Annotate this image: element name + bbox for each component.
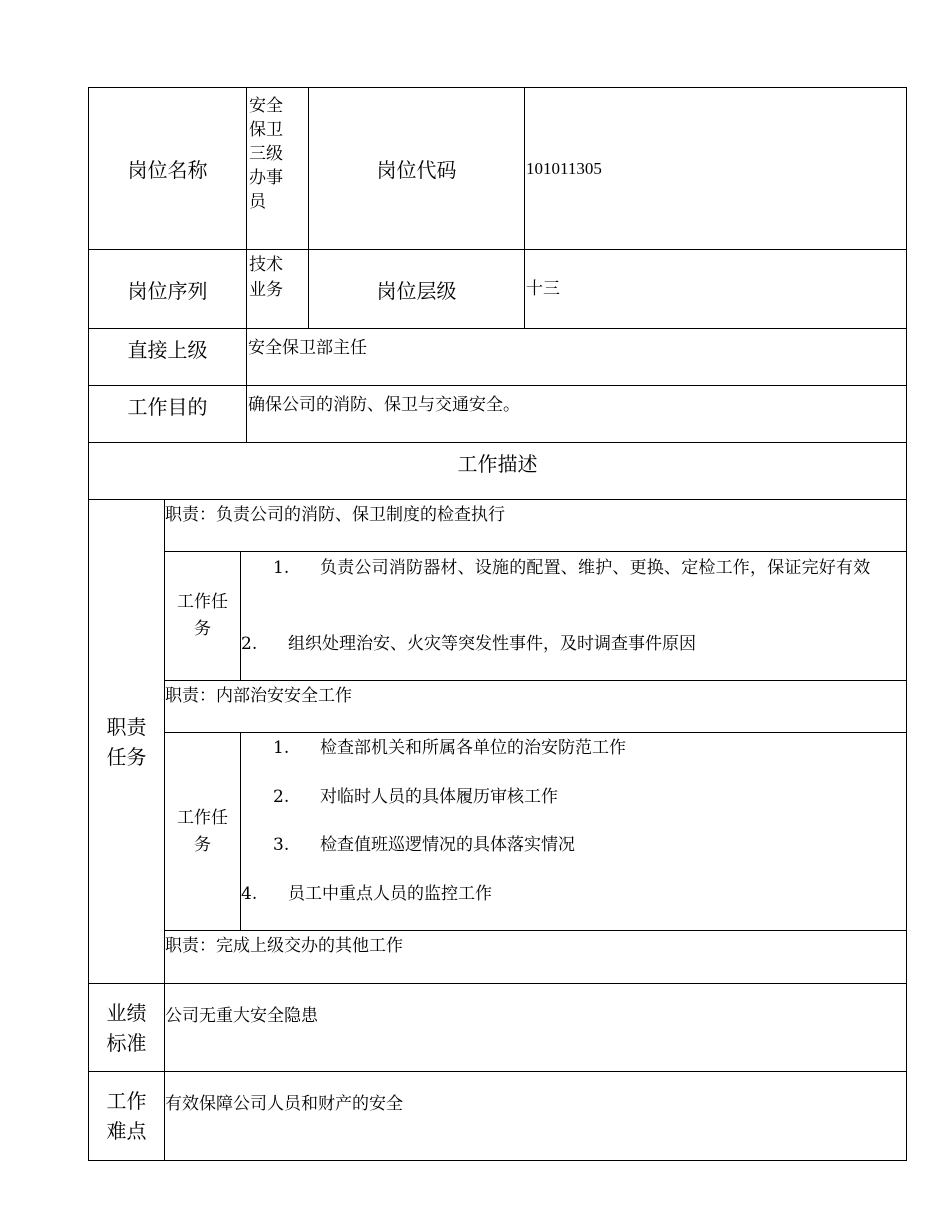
supervisor-value-text: 安全保卫部主任 xyxy=(248,338,367,358)
duty-title-text: 职责：内部治安安全工作 xyxy=(165,686,352,706)
position-sequence-label xyxy=(88,250,246,329)
position-sequence-value xyxy=(246,250,308,329)
supervisor-label xyxy=(88,329,246,386)
task-list xyxy=(240,733,907,931)
duties-label-text: 职责 任务 xyxy=(106,714,147,769)
task-item xyxy=(273,735,626,761)
supervisor-label-text: 直接上级 xyxy=(127,338,208,362)
duty-title xyxy=(164,931,907,984)
performance-label-text: 业绩 标准 xyxy=(106,1000,147,1055)
task-number: 4. xyxy=(241,884,258,904)
duty-title-text: 职责：完成上级交办的其他工作 xyxy=(165,936,403,956)
position-code-label xyxy=(308,87,524,250)
difficulty-label xyxy=(88,1072,164,1161)
performance-label xyxy=(88,984,164,1072)
task-text: 员工中重点人员的监控工作 xyxy=(288,884,492,904)
difficulty-value xyxy=(164,1072,907,1161)
task-number: 1. xyxy=(273,558,290,578)
task-text: 组织处理治安、火灾等突发性事件，及时调查事件原因 xyxy=(288,634,696,654)
position-code-label-text: 岗位代码 xyxy=(376,158,457,182)
position-sequence-value-text: 技术 业务 xyxy=(249,255,283,300)
duty-title xyxy=(164,681,907,733)
task-label xyxy=(164,552,240,681)
supervisor-value xyxy=(246,329,907,386)
difficulty-label-text: 工作 难点 xyxy=(106,1089,147,1143)
task-item xyxy=(241,631,901,657)
position-name-value xyxy=(246,87,308,250)
task-text: 检查值班巡逻情况的具体落实情况 xyxy=(320,835,575,855)
position-code-value-text: 101011305 xyxy=(526,158,602,178)
task-text: 对临时人员的具体履历审核工作 xyxy=(320,787,558,807)
duty-title xyxy=(164,500,907,552)
purpose-value-text: 确保公司的消防、保卫与交通安全。 xyxy=(248,395,520,415)
position-name-value-text: 安全 保卫 三级 办事 员 xyxy=(249,96,283,212)
task-number: 3. xyxy=(273,835,290,855)
difficulty-value-text: 有效保障公司人员和财产的安全 xyxy=(165,1094,403,1114)
task-item xyxy=(241,881,492,907)
performance-value xyxy=(164,984,907,1072)
task-number: 1. xyxy=(273,738,290,758)
purpose-label-text: 工作目的 xyxy=(127,395,208,419)
purpose-value xyxy=(246,386,907,443)
position-level-value-text: 十三 xyxy=(526,279,560,299)
duty-title-text: 职责：负责公司的消防、保卫制度的检查执行 xyxy=(165,505,505,525)
task-label-text: 工作任 务 xyxy=(177,807,228,855)
description-title xyxy=(88,443,907,500)
purpose-label xyxy=(88,386,246,443)
position-name-label xyxy=(88,87,246,250)
task-label xyxy=(164,733,240,931)
position-level-label xyxy=(308,250,524,329)
position-name-label-text: 岗位名称 xyxy=(127,158,208,182)
task-text: 检查部机关和所属各单位的治安防范工作 xyxy=(320,738,626,758)
performance-value-text: 公司无重大安全隐患 xyxy=(165,1006,318,1026)
task-item xyxy=(273,784,558,810)
task-item xyxy=(273,832,575,858)
position-level-label-text: 岗位层级 xyxy=(376,278,457,303)
description-title-text: 工作描述 xyxy=(457,452,538,476)
task-number: 2. xyxy=(273,787,290,807)
task-list xyxy=(240,552,907,681)
task-text: 负责公司消防器材、设施的配置、维护、更换、定检工作，保证完好有效 xyxy=(320,558,871,578)
duties-label xyxy=(88,500,164,984)
position-code-value xyxy=(524,87,907,250)
position-level-value xyxy=(524,250,907,329)
position-sequence-label-text: 岗位序列 xyxy=(127,278,208,303)
task-number: 2. xyxy=(241,634,258,654)
task-label-text: 工作任 务 xyxy=(177,592,228,639)
task-item xyxy=(273,555,901,581)
